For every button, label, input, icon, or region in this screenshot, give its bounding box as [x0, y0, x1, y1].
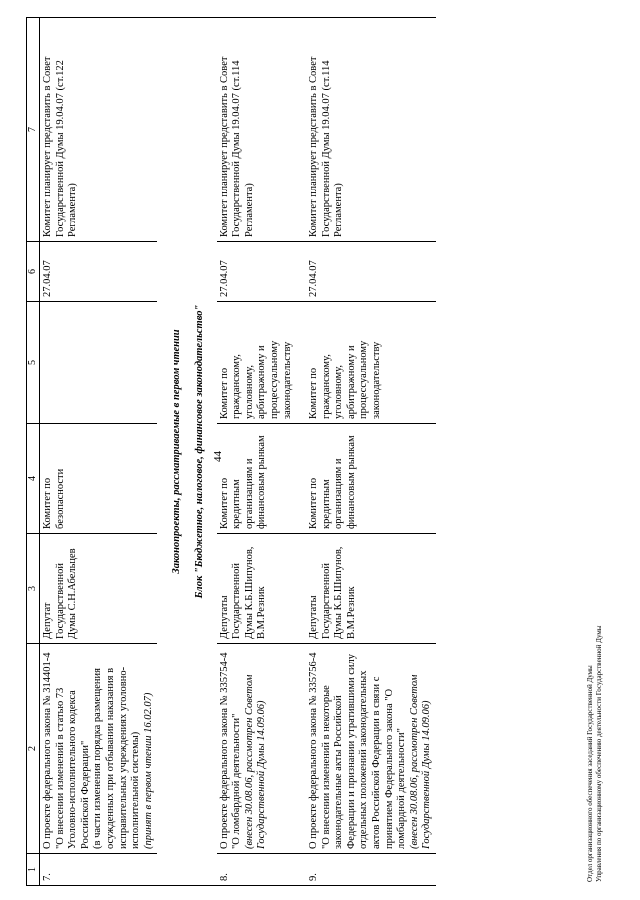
responsible-committee: Комитет по безопасности	[40, 424, 158, 534]
initiator: Депутат Государственной Думы С.Н.Абельцев	[40, 534, 158, 644]
bill-title: О проекте федерального закона № 335754-4 "О ломбардной деятельности"	[218, 652, 243, 849]
date: 27.04.07	[296, 242, 436, 302]
col-header-7: 7	[27, 18, 40, 242]
responsible-committee: Комитет по кредитным организациям и финансовым рынкам	[296, 424, 436, 534]
coexecutor-committee	[40, 302, 158, 424]
bill-status: (внесен 30.08.06, рассмотрен Советом Государственной Думы 14.09.06)	[243, 674, 268, 849]
block-heading-row	[190, 18, 217, 886]
coexecutor-committee: Комитет по гражданскому, уголовному, арбитражному и процессуальному законодательству	[217, 302, 297, 424]
table-row	[296, 18, 436, 886]
responsible-committee: Комитет по кредитным организациям и финансовым рынкам	[217, 424, 297, 534]
table-row	[40, 18, 158, 886]
row-number: 8.	[217, 854, 297, 886]
bill-cell	[40, 644, 158, 854]
col-header-1: 1	[27, 854, 40, 886]
footer	[586, 626, 604, 882]
coexecutor-committee: Комитет по гражданскому, уголовному, арбитражному и процессуальному законодательству	[296, 302, 436, 424]
bill-title: О проекте федерального закона № 314401-4 "О внесении изменений в статью 73 Уголовно-исполнительного кодекса Российской Федерации"	[42, 652, 91, 849]
action-note: Комитет планирует представить в Совет Государственной Думы 19.04.07 (ст.122 Регламента)	[40, 18, 158, 242]
block-heading: Блок "Бюджетное, налоговое, финансовое законодательство"	[190, 18, 217, 886]
bill-cell	[217, 644, 297, 854]
header-row	[27, 18, 40, 886]
col-header-5: 5	[27, 302, 40, 424]
action-note: Комитет планирует представить в Совет Государственной Думы 19.04.07 (ст.114 Регламента)	[296, 18, 436, 242]
col-header-4: 4	[27, 424, 40, 534]
page-number: 44	[212, 451, 224, 462]
footer-line-1: Отдел организационного обеспечения заседаний Государственной Думы	[586, 665, 594, 882]
row-number: 7.	[40, 854, 158, 886]
bill-title: О проекте федерального закона № 335756-4 "О внесении изменений в некоторые законодательные акты Российской Федерации и признании утратившими силу отдельных положений законодательных актов Российской Федерации в связи с принятием Федерального закона "О ломбардной деятельности"	[308, 652, 408, 849]
bill-status: (принят в первом чтении 16.02.07)	[142, 692, 154, 849]
footer-line-2: Управления по организационному обеспечению деятельности Государственной Думы	[595, 625, 603, 882]
col-header-3: 3	[27, 534, 40, 644]
col-header-2: 2	[27, 644, 40, 854]
action-note: Комитет планирует представить в Совет Государственной Думы 19.04.07 (ст.114 Регламента)	[217, 18, 297, 242]
agenda-table	[26, 17, 436, 886]
initiator: Депутаты Государственной Думы К.Б.Шипунов, В.М.Резник	[296, 534, 436, 644]
date: 27.04.07	[217, 242, 297, 302]
initiator: Депутаты Государственной Думы К.Б.Шипунов, В.М.Резник	[217, 534, 297, 644]
col-header-6: 6	[27, 242, 40, 302]
row-number: 9.	[296, 854, 436, 886]
bill-status: (внесен 30.08.06, рассмотрен Советом Государственной Думы 14.09.06)	[408, 674, 433, 849]
date: 27.04.07	[40, 242, 158, 302]
bill-note: (в части изменения порядка размещения осужденных при отбывании наказания в исправительных учреждениях уголовно-исполнительной системы)	[92, 666, 142, 849]
section-heading: Законопроекты, рассматриваемые в первом чтении	[157, 18, 190, 886]
bill-cell	[296, 644, 436, 854]
table-row	[217, 18, 297, 886]
section-heading-row	[157, 18, 190, 886]
